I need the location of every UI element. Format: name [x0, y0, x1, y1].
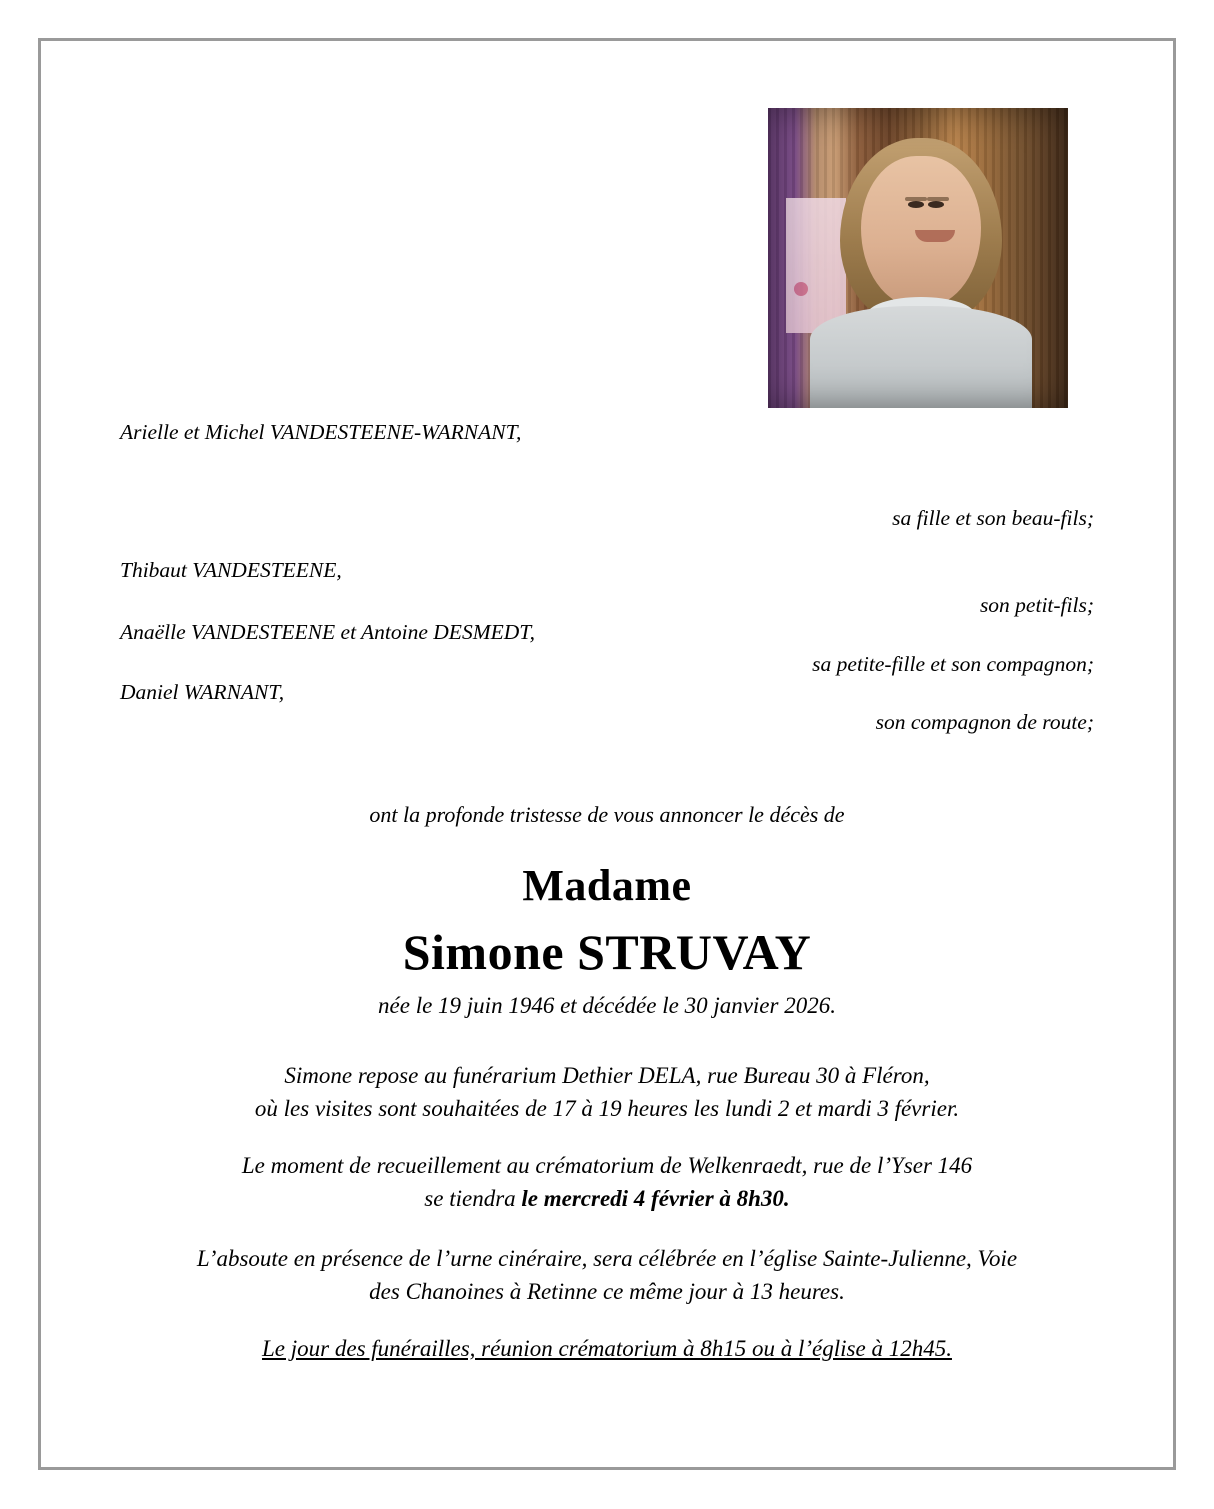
funeral-home-line-1: Simone repose au funérarium Dethier DELA, rue Bureau 30 à Fléron,	[284, 1063, 930, 1088]
meeting-note: Le jour des funérailles, réunion crématorium à 8h15 ou à l’église à 12h45.	[262, 1336, 952, 1361]
absolution-line-1: L’absoute en présence de l’urne cinéraire, sera célébrée en l’église Sainte-Julienne, Voie	[196, 1246, 1018, 1271]
deceased-dates: née le 19 juin 1946 et décédée le 30 janvier 2026.	[378, 993, 836, 1018]
photo-vignette	[768, 108, 1068, 408]
family-line-1-names: Arielle et Michel VANDESTEENE-WARNANT,	[120, 420, 522, 444]
deceased-name: Simone STRUVAY	[402, 924, 812, 980]
family-line-2-names: Thibaut VANDESTEENE,	[120, 558, 342, 582]
absolution-paragraph	[98, 1243, 1116, 1308]
family-line-4-relation: son compagnon de route;	[875, 710, 1094, 734]
crematorium-line-2-prefix: se tiendra	[424, 1185, 522, 1211]
absolution-line-2: des Chanoines à Retinne ce même jour à 13 heures.	[369, 1278, 845, 1304]
card-content	[38, 38, 1176, 1470]
family-line-3-relation: sa petite-fille et son compagnon;	[812, 652, 1094, 676]
family-line-4-names: Daniel WARNANT,	[120, 680, 285, 704]
funeral-home-line-2: où les visites sont souhaitées de 17 à 19 heures les lundi 2 et mardi 3 février.	[254, 1095, 960, 1121]
deceased-title: Madame	[522, 861, 692, 910]
meeting-paragraph	[98, 1333, 1116, 1366]
family-line-1-relation: sa fille et son beau-fils;	[892, 506, 1094, 530]
funeral-home-paragraph	[98, 1060, 1116, 1125]
family-line-3-names: Anaëlle VANDESTEENE et Antoine DESMEDT,	[120, 620, 535, 644]
crematorium-line-2	[98, 1183, 1116, 1216]
crematorium-paragraph	[98, 1150, 1116, 1215]
announcement-intro: ont la profonde tristesse de vous annoncer le décès de	[369, 802, 845, 827]
portrait-photo	[768, 108, 1068, 408]
family-line-2-relation: son petit-fils;	[979, 593, 1094, 617]
crematorium-line-1: Le moment de recueillement au crématorium de Welkenraedt, rue de l’Yser 146	[241, 1153, 973, 1178]
crematorium-datetime: le mercredi 4 février à 8h30.	[521, 1185, 790, 1211]
